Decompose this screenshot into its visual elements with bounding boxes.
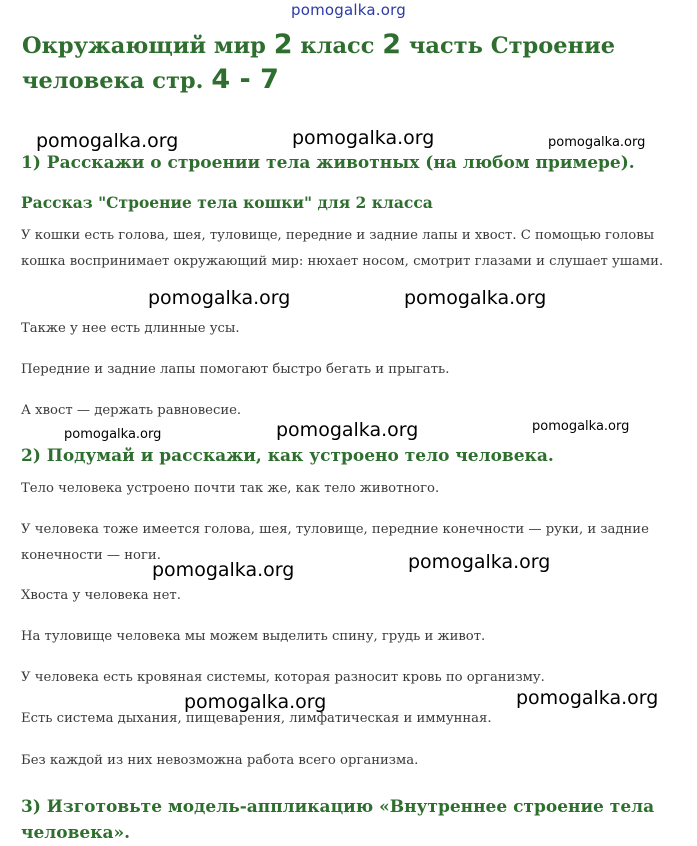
section-2-paragraph: Есть система дыхания, пищеварения, лимфатическая и иммунная. (21, 711, 492, 726)
section-1-paragraph: Передние и задние лапы помогают быстро бегать и прыгать. (21, 362, 450, 377)
section-2-paragraph: На туловище человека мы можем выделить спину, грудь и живот. (21, 629, 486, 644)
section-1-paragraph: А хвост — держать равновесие. (21, 403, 242, 418)
section-2-paragraph: Без каждой из них невозможна работа всего организма. (21, 753, 419, 768)
title-part-2: класс (292, 33, 383, 59)
section-2-heading: 2) Подумай и расскажи, как устроено тело человека. (21, 446, 554, 466)
title-part-number: 2 (382, 29, 402, 60)
title-grade-number: 2 (273, 29, 293, 60)
section-1-heading: 1) Расскажи о строении тела животных (на любом примере). (21, 153, 635, 173)
watermark: pomogalka.org (64, 427, 162, 442)
section-1-paragraph: У кошки есть голова, шея, туловище, передние и задние лапы и хвост. С помощью головы кошка воспринимает окружающий мир: нюхает носом, смотрит глазами и слушает ушами. (21, 228, 664, 269)
section-3-heading: 3) Изготовьте модель-аппликацию «Внутреннее строение тела человека». (21, 797, 655, 843)
section-1-paragraph: Также у нее есть длинные усы. (21, 321, 240, 336)
watermark: pomogalka.org (276, 419, 419, 441)
section-2-paragraph: Тело человека устроено почти так же, как тело животного. (21, 481, 440, 496)
site-logo[interactable]: pomogalka.org (291, 1, 406, 19)
title-pages: 4 - 7 (211, 64, 279, 95)
watermark: pomogalka.org (548, 135, 646, 150)
watermark: pomogalka.org (152, 559, 295, 581)
watermark: pomogalka.org (408, 551, 551, 573)
title-part-3: часть Строение человека стр. (22, 33, 616, 94)
page-title (22, 28, 672, 98)
watermark: pomogalka.org (404, 287, 547, 309)
watermark: pomogalka.org (292, 127, 435, 149)
watermark: pomogalka.org (36, 130, 179, 152)
section-2-paragraph: Хвоста у человека нет. (21, 588, 181, 603)
section-1-subheading: Рассказ "Строение тела кошки" для 2 класса (21, 193, 433, 212)
section-2-paragraph: У человека есть кровяная системы, которая разносит кровь по организму. (21, 670, 545, 685)
watermark: pomogalka.org (148, 287, 291, 309)
watermark: pomogalka.org (532, 419, 630, 434)
watermark: pomogalka.org (516, 687, 659, 709)
watermark: pomogalka.org (184, 691, 327, 713)
title-part-1: Окружающий мир (22, 33, 274, 59)
section-2-paragraph: У человека тоже имеется голова, шея, туловище, передние конечности — руки, и задние конечности — ноги. (21, 522, 649, 563)
